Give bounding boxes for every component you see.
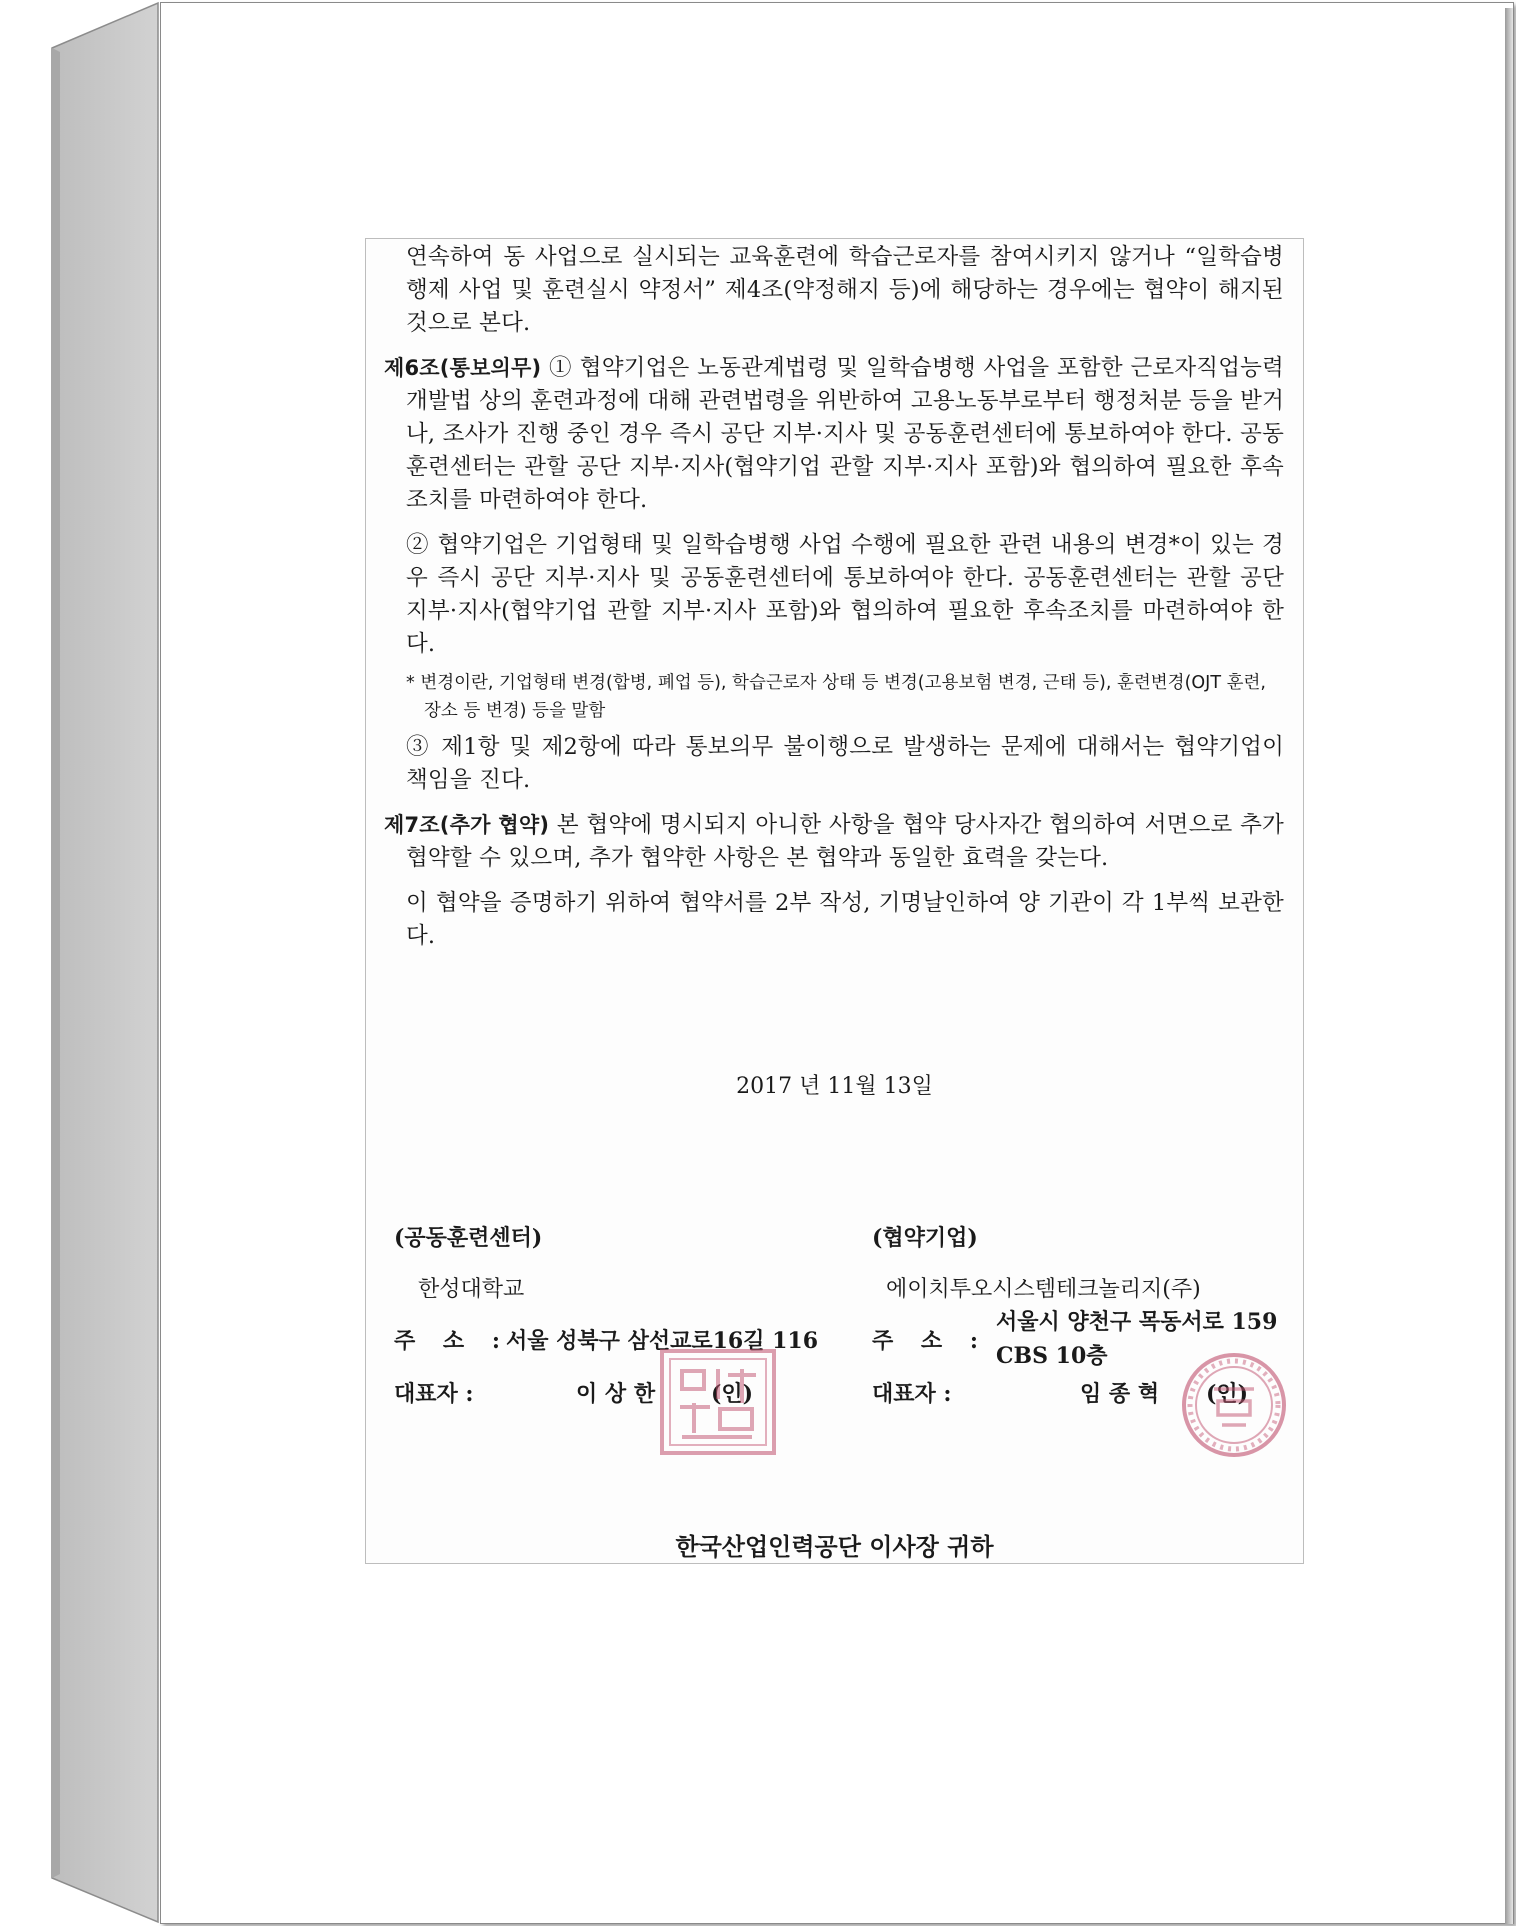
- left-party-role: (공동훈련센터): [394, 1225, 543, 1251]
- agreement-date: 2017 년 11월 13일: [736, 1074, 933, 1099]
- scanned-agreement-page: [365, 238, 1304, 1564]
- page-edge-shadow: [1505, 8, 1513, 1924]
- right-rep-label: 대표자 :: [872, 1381, 952, 1407]
- article-7-heading: 제7조(추가 협약): [384, 813, 550, 837]
- left-seal-mark: (인): [711, 1381, 754, 1407]
- article-6-clause-3: ③ 제1항 및 제2항에 따라 통보의무 불이행으로 발생하는 문제에 대해서는 협약기업이 책임을 진다.: [406, 734, 1284, 793]
- article-6-footnote: * 변경이란, 기업형태 변경(합병, 폐업 등), 학습근로자 상태 등 변경(고용보험 변경, 근태 등), 훈련변경(OJT 훈련, 장소 등 변경) 등을 말함: [406, 673, 1266, 721]
- right-party-name: 에이치투오시스템테크놀리지(주): [886, 1277, 1201, 1302]
- left-rep-name: 이 상 한: [576, 1381, 656, 1407]
- university-seal-stamp: [658, 1347, 778, 1457]
- addressee-line: 한국산업인력공단 이사장 귀하: [675, 1533, 994, 1561]
- right-party-role: (협약기업): [872, 1225, 978, 1251]
- article-6-heading: 제6조(통보의무): [384, 356, 542, 380]
- article-7-text: 본 협약에 명시되지 아니한 사항을 협약 당사자간 협의하여 서면으로 추가 협약할 수 있으며, 추가 협약한 사항은 본 협약과 동일한 효력을 갖는다.: [406, 812, 1284, 871]
- agreement-body: [384, 241, 1284, 953]
- article-6-paragraph-1: [384, 352, 1284, 517]
- right-rep-name: 임 종 혁: [1080, 1381, 1160, 1407]
- right-address-label: 주 소 :: [872, 1328, 988, 1354]
- book-spine: [0, 0, 160, 1926]
- article-7-paragraph: [384, 809, 1284, 875]
- left-rep-label: 대표자 :: [394, 1381, 474, 1407]
- continuation-paragraph: 연속하여 동 사업으로 실시되는 교육훈련에 학습근로자를 참여시키지 않거나 “일학습병행제 사업 및 훈련실시 약정서” 제4조(약정해지 등)에 해당하는 경우에는 협약이 해지된 것으로 본다.: [406, 244, 1284, 336]
- company-seal-stamp: [1178, 1349, 1290, 1461]
- left-address: 서울 성북구 삼선교로16길 116: [506, 1328, 819, 1354]
- closing-statement: 이 협약을 증명하기 위하여 협약서를 2부 작성, 기명날인하여 양 기관이 각 1부씩 보관한다.: [406, 890, 1284, 949]
- left-address-label: 주 소 :: [394, 1328, 510, 1354]
- article-6-clause-1: ① 협약기업은 노동관계법령 및 일학습병행 사업을 포함한 근로자직업능력개발법 상의 훈련과정에 대해 관련법령을 위반하여 고용노동부로부터 행정처분 등을 받거나, 조사가 진행 중인 경우 즉시 공단 지부·지사 및 공동훈련센터에 통보하여야 한다. 공동훈련센터는 관할 공단 지부·지사(협약기업 관할 지부·지사 포함)와 협의하여 필요한 후속조치를 마련하여야 한다.: [406, 355, 1285, 513]
- right-address-line-1: 서울시 양천구 목동서로 159: [996, 1309, 1278, 1335]
- right-seal-mark: (인): [1206, 1381, 1249, 1407]
- right-address-line-2: CBS 10층: [996, 1343, 1108, 1369]
- article-6-clause-2: ② 협약기업은 기업형태 및 일학습병행 사업 수행에 필요한 관련 내용의 변경*이 있는 경우 즉시 공단 지부·지사 및 공동훈련센터에 통보하여야 한다. 공동훈련센터는 관할 공단 지부·지사(협약기업 관할 지부·지사 포함)와 협의하여 필요한 후속조치를 마련하여야 한다.: [406, 532, 1284, 657]
- left-party-name: 한성대학교: [418, 1277, 525, 1302]
